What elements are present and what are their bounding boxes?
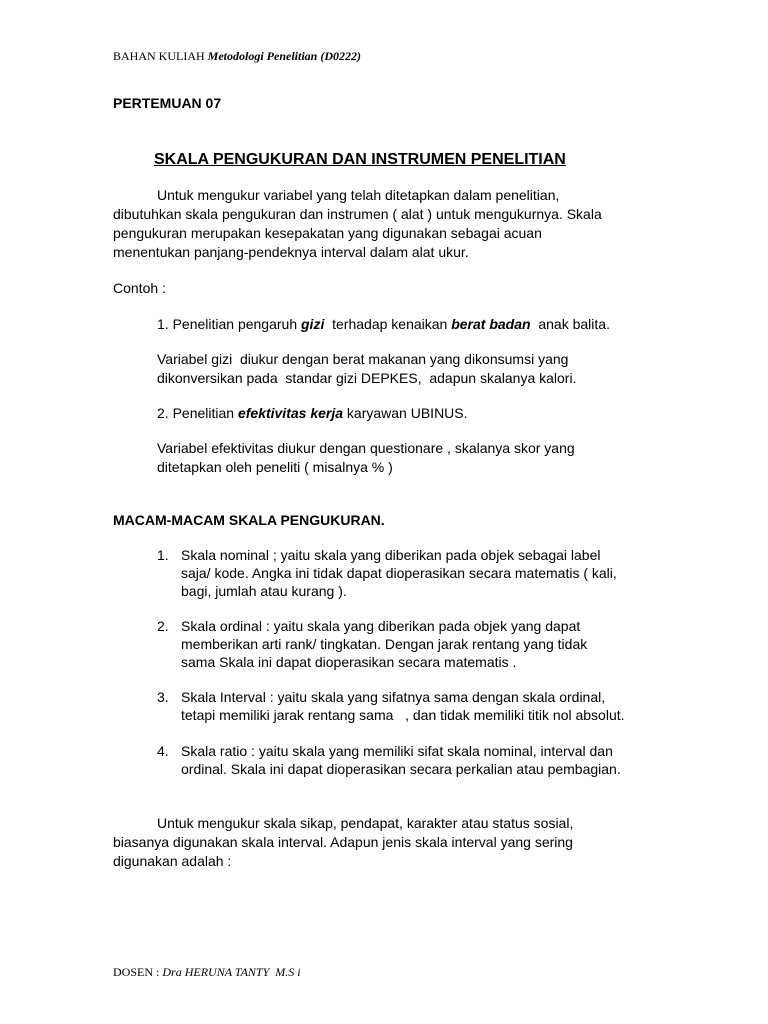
example-1-term-berat-badan: berat badan: [451, 316, 531, 332]
list-number: 2.: [157, 618, 169, 634]
example-2: [157, 404, 468, 422]
list-number: 3.: [157, 689, 169, 705]
intro-line: Untuk mengukur variabel yang telah ditetapkan dalam penelitian,: [157, 187, 560, 203]
list-line: saja/ kode. Angka ini tidak dapat dioperasikan secara matematis ( kali,: [181, 565, 617, 581]
list-line: sama Skala ini dapat dioperasikan secara matematis .: [181, 654, 517, 670]
header-prefix: BAHAN KULIAH: [113, 49, 205, 63]
example-2-pre: 2. Penelitian: [157, 405, 238, 421]
list-item-scale-ratio: [157, 742, 677, 782]
example-2-post: karyawan UBINUS.: [343, 405, 468, 421]
intro-line: menentukan panjang-pendeknya interval dalam alat ukur.: [113, 244, 469, 260]
footer-lecturer-name: Dra HERUNA TANTY M.S i: [162, 965, 301, 979]
list-item-scale-ordinal: [157, 617, 677, 677]
list-text: [181, 742, 681, 778]
closing-line: digunakan adalah :: [113, 853, 232, 869]
section-heading: MACAM-MACAM SKALA PENGUKURAN.: [113, 512, 385, 528]
list-line: ordinal. Skala ini dapat dioperasikan secara perkalian atau pembagian.: [181, 761, 621, 777]
list-number: 4.: [157, 743, 169, 759]
list-line: tetapi memiliki jarak rentang sama , dan tidak memiliki titik nol absolut.: [181, 707, 625, 723]
example-1-mid: terhadap kenaikan: [324, 316, 452, 332]
page-footer: [113, 965, 301, 979]
example-1-term-gizi: gizi: [301, 316, 325, 332]
page-title: SKALA PENGUKURAN DAN INSTRUMEN PENELITIAN: [154, 151, 566, 168]
example-1: [157, 315, 610, 333]
list-text: [181, 617, 681, 671]
example-2-note-line: ditetapkan oleh peneliti ( misalnya % ): [157, 459, 393, 475]
page-header: [113, 49, 361, 63]
list-line: Skala ordinal : yaitu skala yang diberikan pada objek yang dapat: [181, 618, 581, 634]
intro-line: dibutuhkan skala pengukuran dan instrumen ( alat ) untuk mengukurnya. Skala: [113, 206, 602, 222]
list-text: [181, 546, 681, 600]
list-line: memberikan arti rank/ tingkatan. Dengan jarak rentang yang tidak: [181, 636, 588, 652]
list-number: 1.: [157, 547, 169, 563]
example-1-note-line: Variabel gizi diukur dengan berat makanan yang dikonsumsi yang: [157, 351, 569, 367]
example-2-term: efektivitas kerja: [237, 405, 344, 421]
footer-prefix: DOSEN: [113, 965, 154, 979]
footer-separator: :: [153, 965, 163, 979]
list-text: [181, 688, 681, 724]
intro-line: pengukuran merupakan kesepakatan yang digunakan sebagai acuan: [113, 225, 542, 241]
example-1-pre: 1. Penelitian pengaruh: [157, 316, 301, 332]
closing-line: Untuk mengukur skala sikap, pendapat, karakter atau status sosial,: [157, 815, 574, 831]
list-line: Skala ratio : yaitu skala yang memiliki sifat skala nominal, interval dan: [181, 743, 613, 759]
closing-line: biasanya digunakan skala interval. Adapun jenis skala interval yang sering: [113, 834, 573, 850]
list-line: bagi, jumlah atau kurang ).: [181, 583, 347, 599]
example-1-note-line: dikonversikan pada standar gizi DEPKES, adapun skalanya kalori.: [157, 370, 577, 386]
contoh-label: Contoh :: [113, 280, 166, 296]
list-line: Skala nominal ; yaitu skala yang diberikan pada objek sebagai label: [181, 547, 601, 563]
example-1-post: anak balita.: [530, 316, 610, 332]
list-line: Skala Interval : yaitu skala yang sifatnya sama dengan skala ordinal,: [181, 689, 606, 705]
meeting-number: PERTEMUAN 07: [113, 95, 222, 111]
example-2-note-line: Variabel efektivitas diukur dengan questionare , skalanya skor yang: [157, 440, 575, 456]
list-item-scale-nominal: [157, 546, 677, 606]
header-course: Metodologi Penelitian (D0222): [207, 49, 361, 63]
list-item-scale-interval: [157, 688, 677, 728]
